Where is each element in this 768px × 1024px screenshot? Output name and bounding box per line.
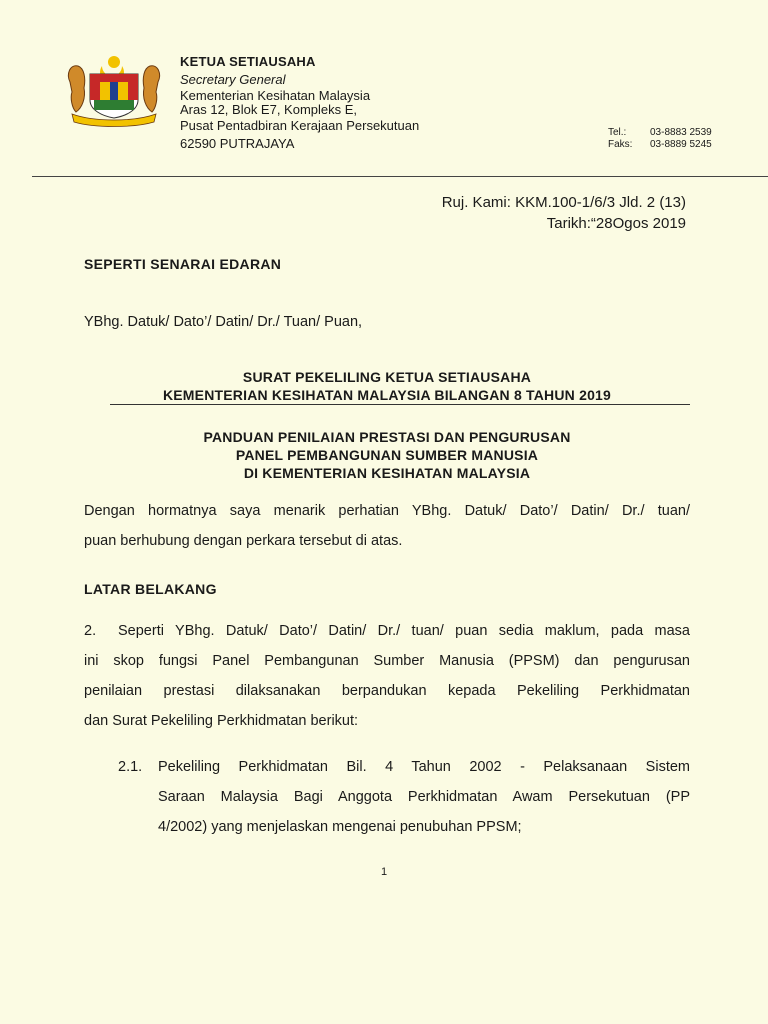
letterhead-title: KETUA SETIAUSAHA — [180, 54, 316, 69]
tel-value: 03-8883 2539 — [650, 127, 712, 138]
page-number: 1 — [380, 866, 388, 878]
malaysia-coat-of-arms-icon — [64, 52, 164, 128]
subject-line-2: PANEL PEMBANGUNAN SUMBER MANUSIA — [235, 447, 539, 463]
letterhead-address-3: 62590 PUTRAJAYA — [180, 136, 295, 151]
addressee: SEPERTI SENARAI EDARAN — [84, 256, 282, 272]
reference-number: Ruj. Kami: KKM.100-1/6/3 Jld. 2 (13) — [441, 194, 686, 211]
subject-line-3: DI KEMENTERIAN KESIHATAN MALAYSIA — [243, 465, 531, 481]
reference-date: Tarikh:“28Ogos 2019 — [546, 215, 686, 232]
paragraph-2-1 — [118, 752, 690, 842]
letterhead-address-1: Aras 12, Blok E7, Kompleks E, — [180, 102, 358, 117]
circular-title-line-1: SURAT PEKELILING KETUA SETIAUSAHA — [242, 369, 532, 385]
salutation: YBhg. Datuk/ Dato’/ Datin/ Dr./ Tuan/ Puan, — [84, 314, 363, 330]
subject-line-1: PANDUAN PENILAIAN PRESTASI DAN PENGURUSAN — [203, 429, 571, 445]
contact-fax — [608, 138, 712, 151]
paragraph-2-line-4: dan Surat Pekeliling Perkhidmatan berikut: — [84, 713, 359, 729]
circular-title-underline — [110, 404, 690, 405]
intro-paragraph — [84, 496, 690, 556]
letterhead-subtitle: Secretary General — [180, 72, 286, 87]
paragraph-2-line-1: 2. Seperti YBhg. Datuk/ Dato’/ Datin/ Dr./ tuan/ puan sedia maklum, pada masa — [84, 616, 690, 646]
letterhead-address-2: Pusat Pentadbiran Kerajaan Persekutuan — [180, 118, 420, 133]
paragraph-2-number: 2. — [84, 623, 97, 639]
intro-line-1: Dengan hormatnya saya menarik perhatian YBhg. Datuk/ Dato’/ Datin/ Dr./ tuan/ — [84, 503, 690, 519]
section-heading: LATAR BELAKANG — [84, 581, 217, 597]
letterhead-ministry: Kementerian Kesihatan Malaysia — [180, 88, 371, 103]
fax-label: Faks: — [608, 139, 633, 150]
paragraph-2-line-3: penilaian prestasi dilaksanakan berpandukan kepada Pekeliling Perkhidmatan — [84, 683, 690, 699]
paragraph-2-1-line-3: 4/2002) yang menjelaskan mengenai penubuhan PPSM; — [158, 819, 522, 835]
paragraph-2-1-line-2: Saraan Malaysia Bagi Anggota Perkhidmatan Awam Persekutuan (PP — [158, 789, 690, 805]
paragraph-2-1-number: 2.1. — [118, 759, 143, 775]
letterhead-divider — [32, 176, 768, 177]
circular-title-line-2: KEMENTERIAN KESIHATAN MALAYSIA BILANGAN 8 TAHUN 2019 — [162, 387, 612, 403]
fax-value: 03-8889 5245 — [650, 139, 712, 150]
paragraph-2-1-line-1: 2.1. Pekeliling Perkhidmatan Bil. 4 Tahun 2002 - Pelaksanaan Sistem — [118, 752, 690, 782]
tel-label: Tel.: — [608, 127, 627, 138]
paragraph-2-line-2: ini skop fungsi Panel Pembangunan Sumber Manusia (PPSM) dan pengurusan — [84, 653, 690, 669]
paragraph-2 — [84, 616, 690, 736]
intro-line-2: puan berhubung dengan perkara tersebut di atas. — [84, 533, 403, 549]
